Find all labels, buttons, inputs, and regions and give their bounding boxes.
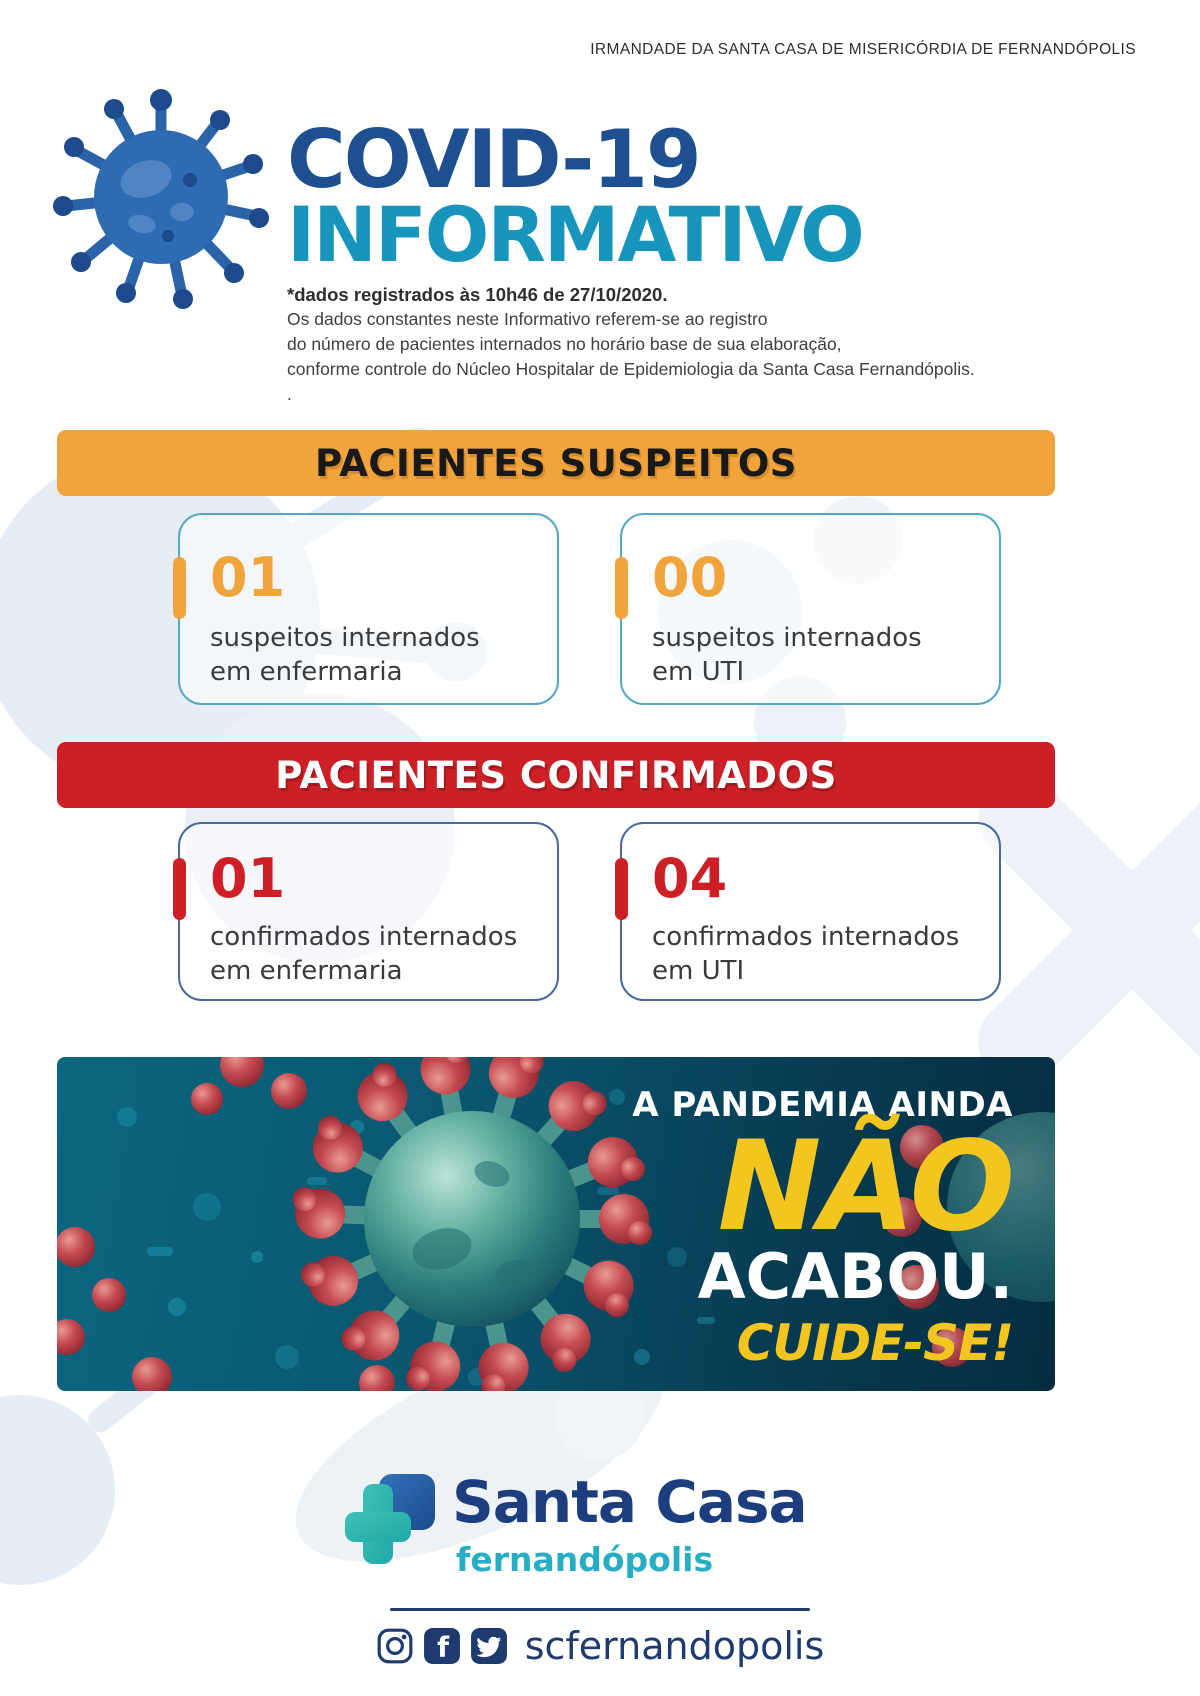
banner-pacientes-confirmados xyxy=(57,742,1055,808)
accent-bar xyxy=(615,858,628,920)
accent-bar xyxy=(173,557,186,619)
card-suspeitos-uti xyxy=(620,513,1001,705)
card-value: 01 xyxy=(210,546,286,609)
footer-divider xyxy=(390,1608,810,1611)
campaign-banner xyxy=(57,1057,1055,1391)
intro-registered-line: *dados registrados às 10h46 de 27/10/2020. xyxy=(287,284,668,306)
instagram-icon xyxy=(376,1627,414,1665)
card-confirmados-uti xyxy=(620,822,1001,1001)
logo-fernandopolis: fernandópolis xyxy=(456,1540,714,1579)
banner-pacientes-suspeitos xyxy=(57,430,1055,496)
card-value: 00 xyxy=(652,546,728,609)
card-label: confirmados internados em enfermaria xyxy=(210,922,518,986)
card-value: 04 xyxy=(652,847,728,910)
card-label: suspeitos internados em UTI xyxy=(652,623,922,687)
campaign-line-1: A PANDEMIA AINDA xyxy=(632,1085,1013,1125)
twitter-icon xyxy=(470,1627,508,1665)
accent-bar xyxy=(615,557,628,619)
virus-icon xyxy=(50,84,272,314)
campaign-line-cuidese: CUIDE-SE! xyxy=(736,1314,1013,1373)
social-row xyxy=(0,1624,1200,1668)
banner-confirmados-label: PACIENTES CONFIRMADOS xyxy=(275,753,837,797)
facebook-icon xyxy=(423,1627,461,1665)
intro-line-1: Os dados constantes neste Informativo referem-se ao registro xyxy=(287,309,768,330)
svg-text:f: f xyxy=(436,1632,449,1664)
title-block xyxy=(287,113,1007,407)
org-header: IRMANDADE DA SANTA CASA DE MISERICÓRDIA DE FERNANDÓPOLIS xyxy=(590,41,1136,58)
card-suspeitos-enfermaria xyxy=(178,513,559,705)
campaign-line-acabou: ACABOU. xyxy=(697,1240,1013,1313)
intro-line-3: conforme controle do Núcleo Hospitalar de Epidemiologia da Santa Casa Fernandópolis. xyxy=(287,359,975,380)
accent-bar xyxy=(173,858,186,920)
card-confirmados-enfermaria xyxy=(178,822,559,1001)
campaign-line-nao: NÃO xyxy=(717,1115,1013,1259)
banner-suspeitos-label: PACIENTES SUSPEITOS xyxy=(315,441,797,485)
card-value: 01 xyxy=(210,847,286,910)
logo-santa-casa: Santa Casa xyxy=(452,1468,807,1536)
title-informativo: INFORMATIVO xyxy=(287,190,863,279)
santa-casa-logo-icon xyxy=(343,1472,443,1572)
title-covid19: COVID-19 xyxy=(287,113,700,206)
card-label: suspeitos internados em enfermaria xyxy=(210,623,480,687)
card-label: confirmados internados em UTI xyxy=(652,922,960,986)
intro-line-2: do número de pacientes internados no horário base de sua elaboração, xyxy=(287,334,842,355)
intro-line-4: . xyxy=(287,384,292,405)
campaign-text xyxy=(632,1085,1013,1372)
social-handle: scfernandopolis xyxy=(524,1624,825,1668)
intro-paragraph xyxy=(287,282,1007,407)
